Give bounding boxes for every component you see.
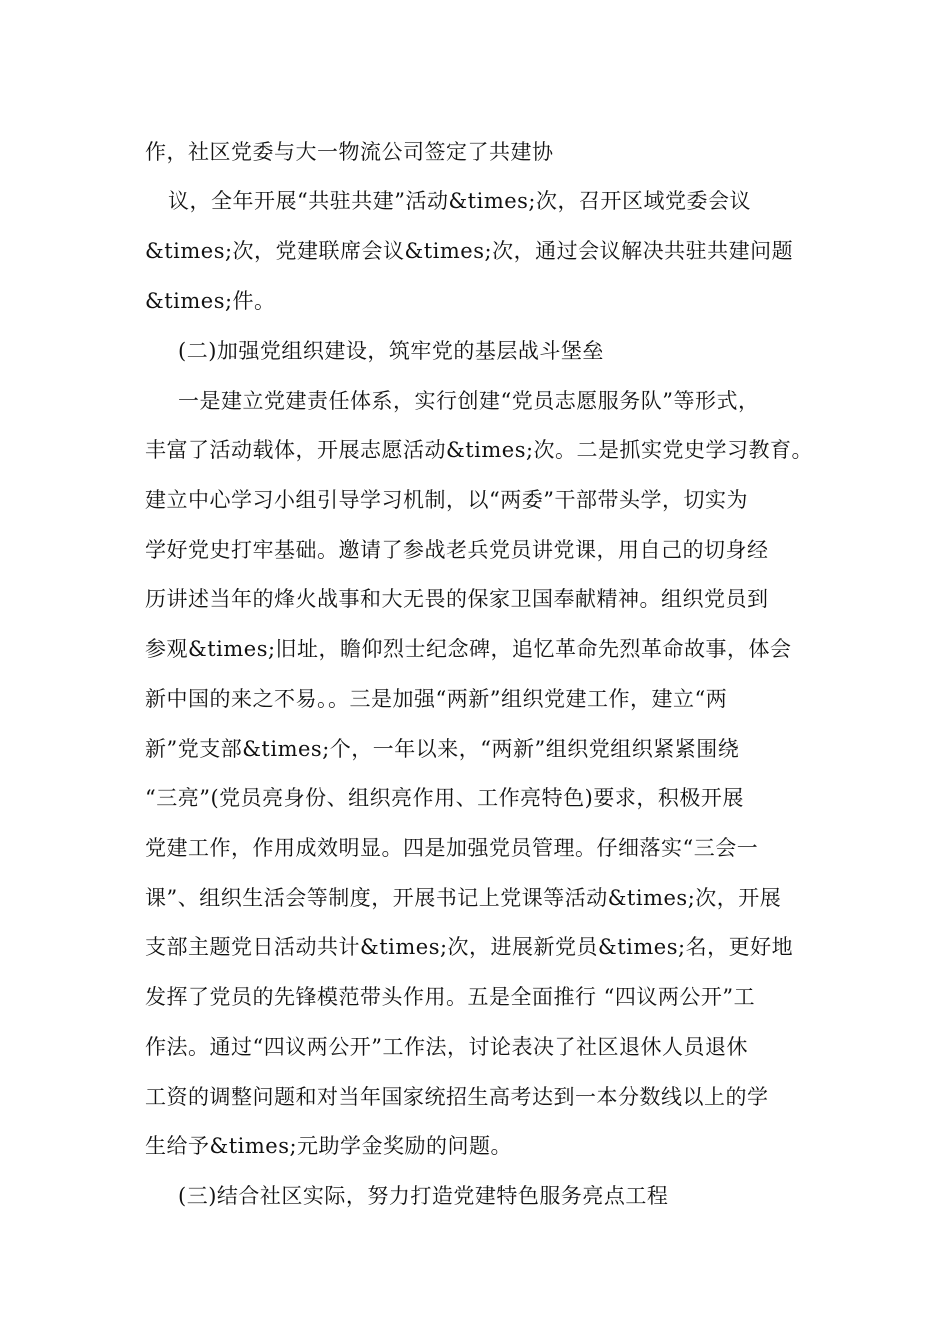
text-line: 发挥了党员的先锋模范带头作用。五是全面推行 “四议两公开”工 [145,985,756,1009]
text-line: 新中国的来之不易。。三是加强“两新”组织党建工作，建立“两 [145,687,728,711]
text-line: “三亮”(党员亮身份、组织亮作用、工作亮特色)要求，积极开展 [145,786,744,810]
text-line: 历讲述当年的烽火战事和大无畏的保家卫国奉献精神。组织党员到 [145,587,769,611]
text-line: 建立中心学习小组引导学习机制，以“两委”干部带头学，切实为 [145,488,748,512]
text-line: 议，全年开展“共驻共建”活动&times;次，召开区域党委会议 [168,189,752,213]
text-line: 参观&times;旧址，瞻仰烈士纪念碑，追忆革命先烈革命故事，体会 [145,637,792,661]
section-heading: (二)加强党组织建设，筑牢党的基层战斗堡垒 [178,339,604,363]
text-line: 生给予&times;元助学金奖励的问题。 [145,1134,513,1158]
section-heading: (三)结合社区实际，努力打造党建特色服务亮点工程 [178,1184,669,1208]
text-line: 作，社区党委与大一物流公司签定了共建协 [145,140,554,164]
text-line: 一是建立党建责任体系，实行创建“党员志愿服务队”等形式， [178,389,760,413]
text-line: 学好党史打牢基础。邀请了参战老兵党员讲党课，用自己的切身经 [145,538,769,562]
text-line: 党建工作，作用成效明显。四是加强党员管理。仔细落实“三会一 [145,836,759,860]
text-line: &times;次，党建联席会议&times;次，通过会议解决共驻共建问题 [145,239,794,263]
text-line: 作法。通过“四议两公开”工作法，讨论表决了社区退休人员退休 [145,1035,748,1059]
text-line: 支部主题党日活动共计&times;次，进展新党员&times;名，更好地 [145,935,794,959]
text-line: 新”党支部&times;个，一年以来，“两新”组织党组织紧紧围绕 [145,737,740,761]
text-line: 课”、组织生活会等制度，开展书记上党课等活动&times;次，开展 [145,886,782,910]
text-line: 丰富了活动载体，开展志愿活动&times;次。二是抓实党史学习教育。 [145,438,814,462]
text-line: &times;件。 [145,289,276,313]
text-line: 工资的调整问题和对当年国家统招生高考达到一本分数线以上的学 [145,1085,769,1109]
